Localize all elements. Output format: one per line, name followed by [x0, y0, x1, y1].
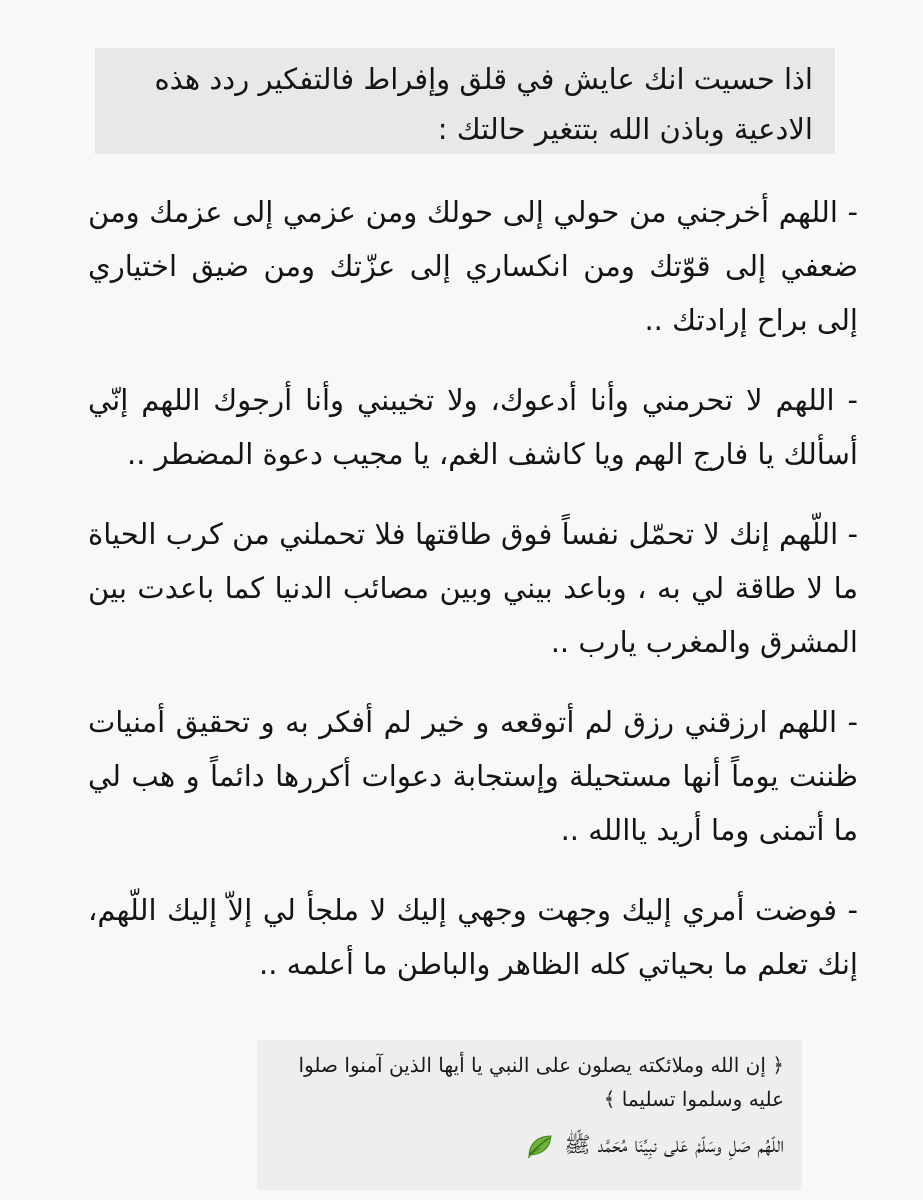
duas-list [88, 185, 858, 1017]
header-box [95, 48, 835, 154]
dua-paragraph: - اللّهم إنك لا تحمّل نفساً فوق طاقتها فلا تحملني من كرب الحياة ما لا طاقة لي به ، وباعد بيني وبين مصائب الدنيا كما باعدت بين المشرق والمغرب يارب .. [88, 517, 858, 659]
header-line-2: الادعية وباذن الله بتتغير حالتك : [437, 112, 813, 146]
quran-quote-box [257, 1040, 802, 1190]
dua-paragraph: - فوضت أمري إليك وجهت وجهي إليك لا ملجأ لي إلاّ إليك اللّهم، إنك تعلم ما بحياتي كله الظاهر والباطن ما أعلمه .. [88, 893, 858, 981]
dua-paragraph: - اللهم أخرجني من حولي إلى حولك ومن عزمي إلى عزمك ومن ضعفي إلى قوّتك ومن انكساري إلى عزّتك ومن ضيق اختياري إلى براح إرادتك .. [88, 195, 858, 337]
dua-paragraph: - اللهم لا تحرمني وأنا أدعوك، ولا تخيبني وأنا أرجوك اللهم إنّي أسألك يا فارج الهم ويا كاشف الغم، يا مجيب دعوة المضطر .. [88, 383, 858, 471]
ayah-line-1: ﴿ إن الله وملائكته يصلون على النبي يا أيها الذين آمنوا صلوا [298, 1053, 784, 1077]
header-line-1: اذا حسيت انك عايش في قلق وإفراط فالتفكير ردد هذه [154, 62, 813, 96]
leaf-icon [526, 1133, 554, 1159]
dua-paragraph: - اللهم ارزقني رزق لم أتوقعه و خير لم أفكر به و تحقيق أمنيات ظننت يوماً أنها مستحيلة وإستجابة دعوات أكررها دائماً و هب لي ما أتمنى وما أريد ياالله .. [88, 705, 858, 847]
salawat-text: اللّهُم صَلِ وسَلّمْ عَلى نبِيِّنَا مُحَمَّد ﷺ [564, 1133, 784, 1158]
salawat-row [267, 1126, 784, 1166]
ayah-line-2: عليه وسلموا تسليما ﴾ [603, 1087, 784, 1111]
